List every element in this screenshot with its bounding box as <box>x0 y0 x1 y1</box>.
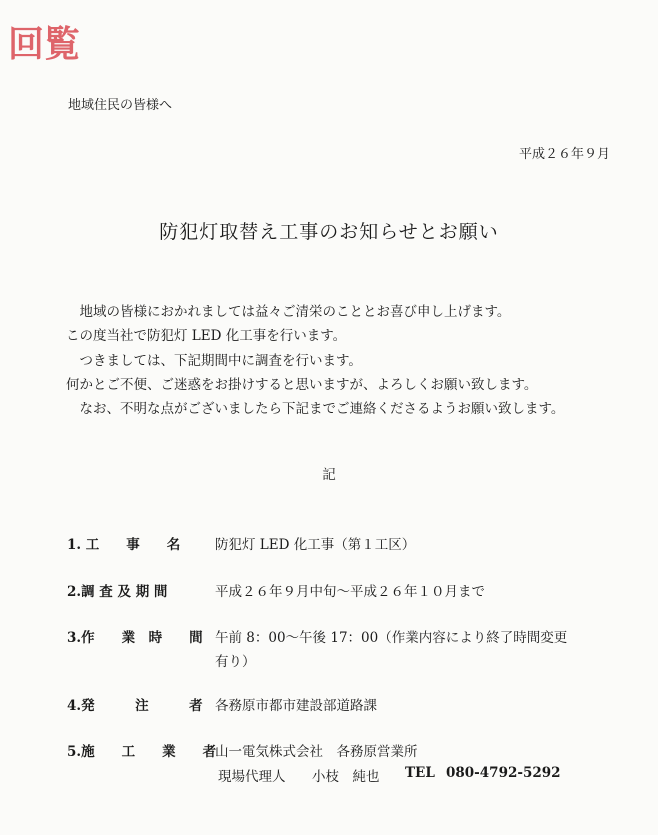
item-value: 防犯灯 LED 化工事（第１工区） <box>215 537 416 553</box>
body-paragraph: 何かとご不便、ご迷惑をお掛けすると思いますが、よろしくお願い致します。 <box>66 377 538 393</box>
tel-number: 080-4792-5292 <box>446 765 561 781</box>
page-title: 防犯灯取替え工事のお知らせとお願い <box>159 221 499 243</box>
item-value: 各務原市都市建設部道路課 <box>215 698 377 714</box>
body-paragraph: この度当社で防犯灯 LED 化工事を行います。 <box>66 328 347 344</box>
item-value: 平成２６年９月中旬～平成２６年１０月まで <box>215 584 485 600</box>
item-label: 5.施 工 業 者 <box>67 744 217 760</box>
representative-role: 現場代理人 <box>218 769 286 785</box>
item-label: 2.調 査 及 期 間 <box>67 584 168 600</box>
stamp-text: 回覧 <box>8 23 81 64</box>
ki-heading: 記 <box>322 467 336 483</box>
addressee: 地域住民の皆様へ <box>68 98 173 113</box>
item-value: 午前 8：00～午後 17：00（作業内容により終了時間変更 <box>215 630 568 646</box>
representative-name: 小枝 純也 <box>312 769 380 785</box>
item-value-continued: 有り） <box>215 654 256 670</box>
item-label: 1. 工 事 名 <box>67 537 181 553</box>
item-label: 4.発 注 者 <box>67 698 203 714</box>
issue-date: 平成２６年９月 <box>519 147 611 162</box>
item-value: 山一電気株式会社 各務原営業所 <box>215 744 418 760</box>
body-paragraph: 地域の皆様におかれましては益々ご清栄のこととお喜び申し上げます。 <box>66 304 511 320</box>
tel-label: TEL <box>405 765 435 781</box>
circulation-stamp <box>6 18 98 64</box>
body-paragraph: つきましては、下記期間中に調査を行います。 <box>66 353 362 369</box>
item-label: 3.作 業 時 間 <box>67 630 203 646</box>
body-paragraph: なお、不明な点がございましたら下記までご連絡くださるようお願い致します。 <box>66 401 565 417</box>
